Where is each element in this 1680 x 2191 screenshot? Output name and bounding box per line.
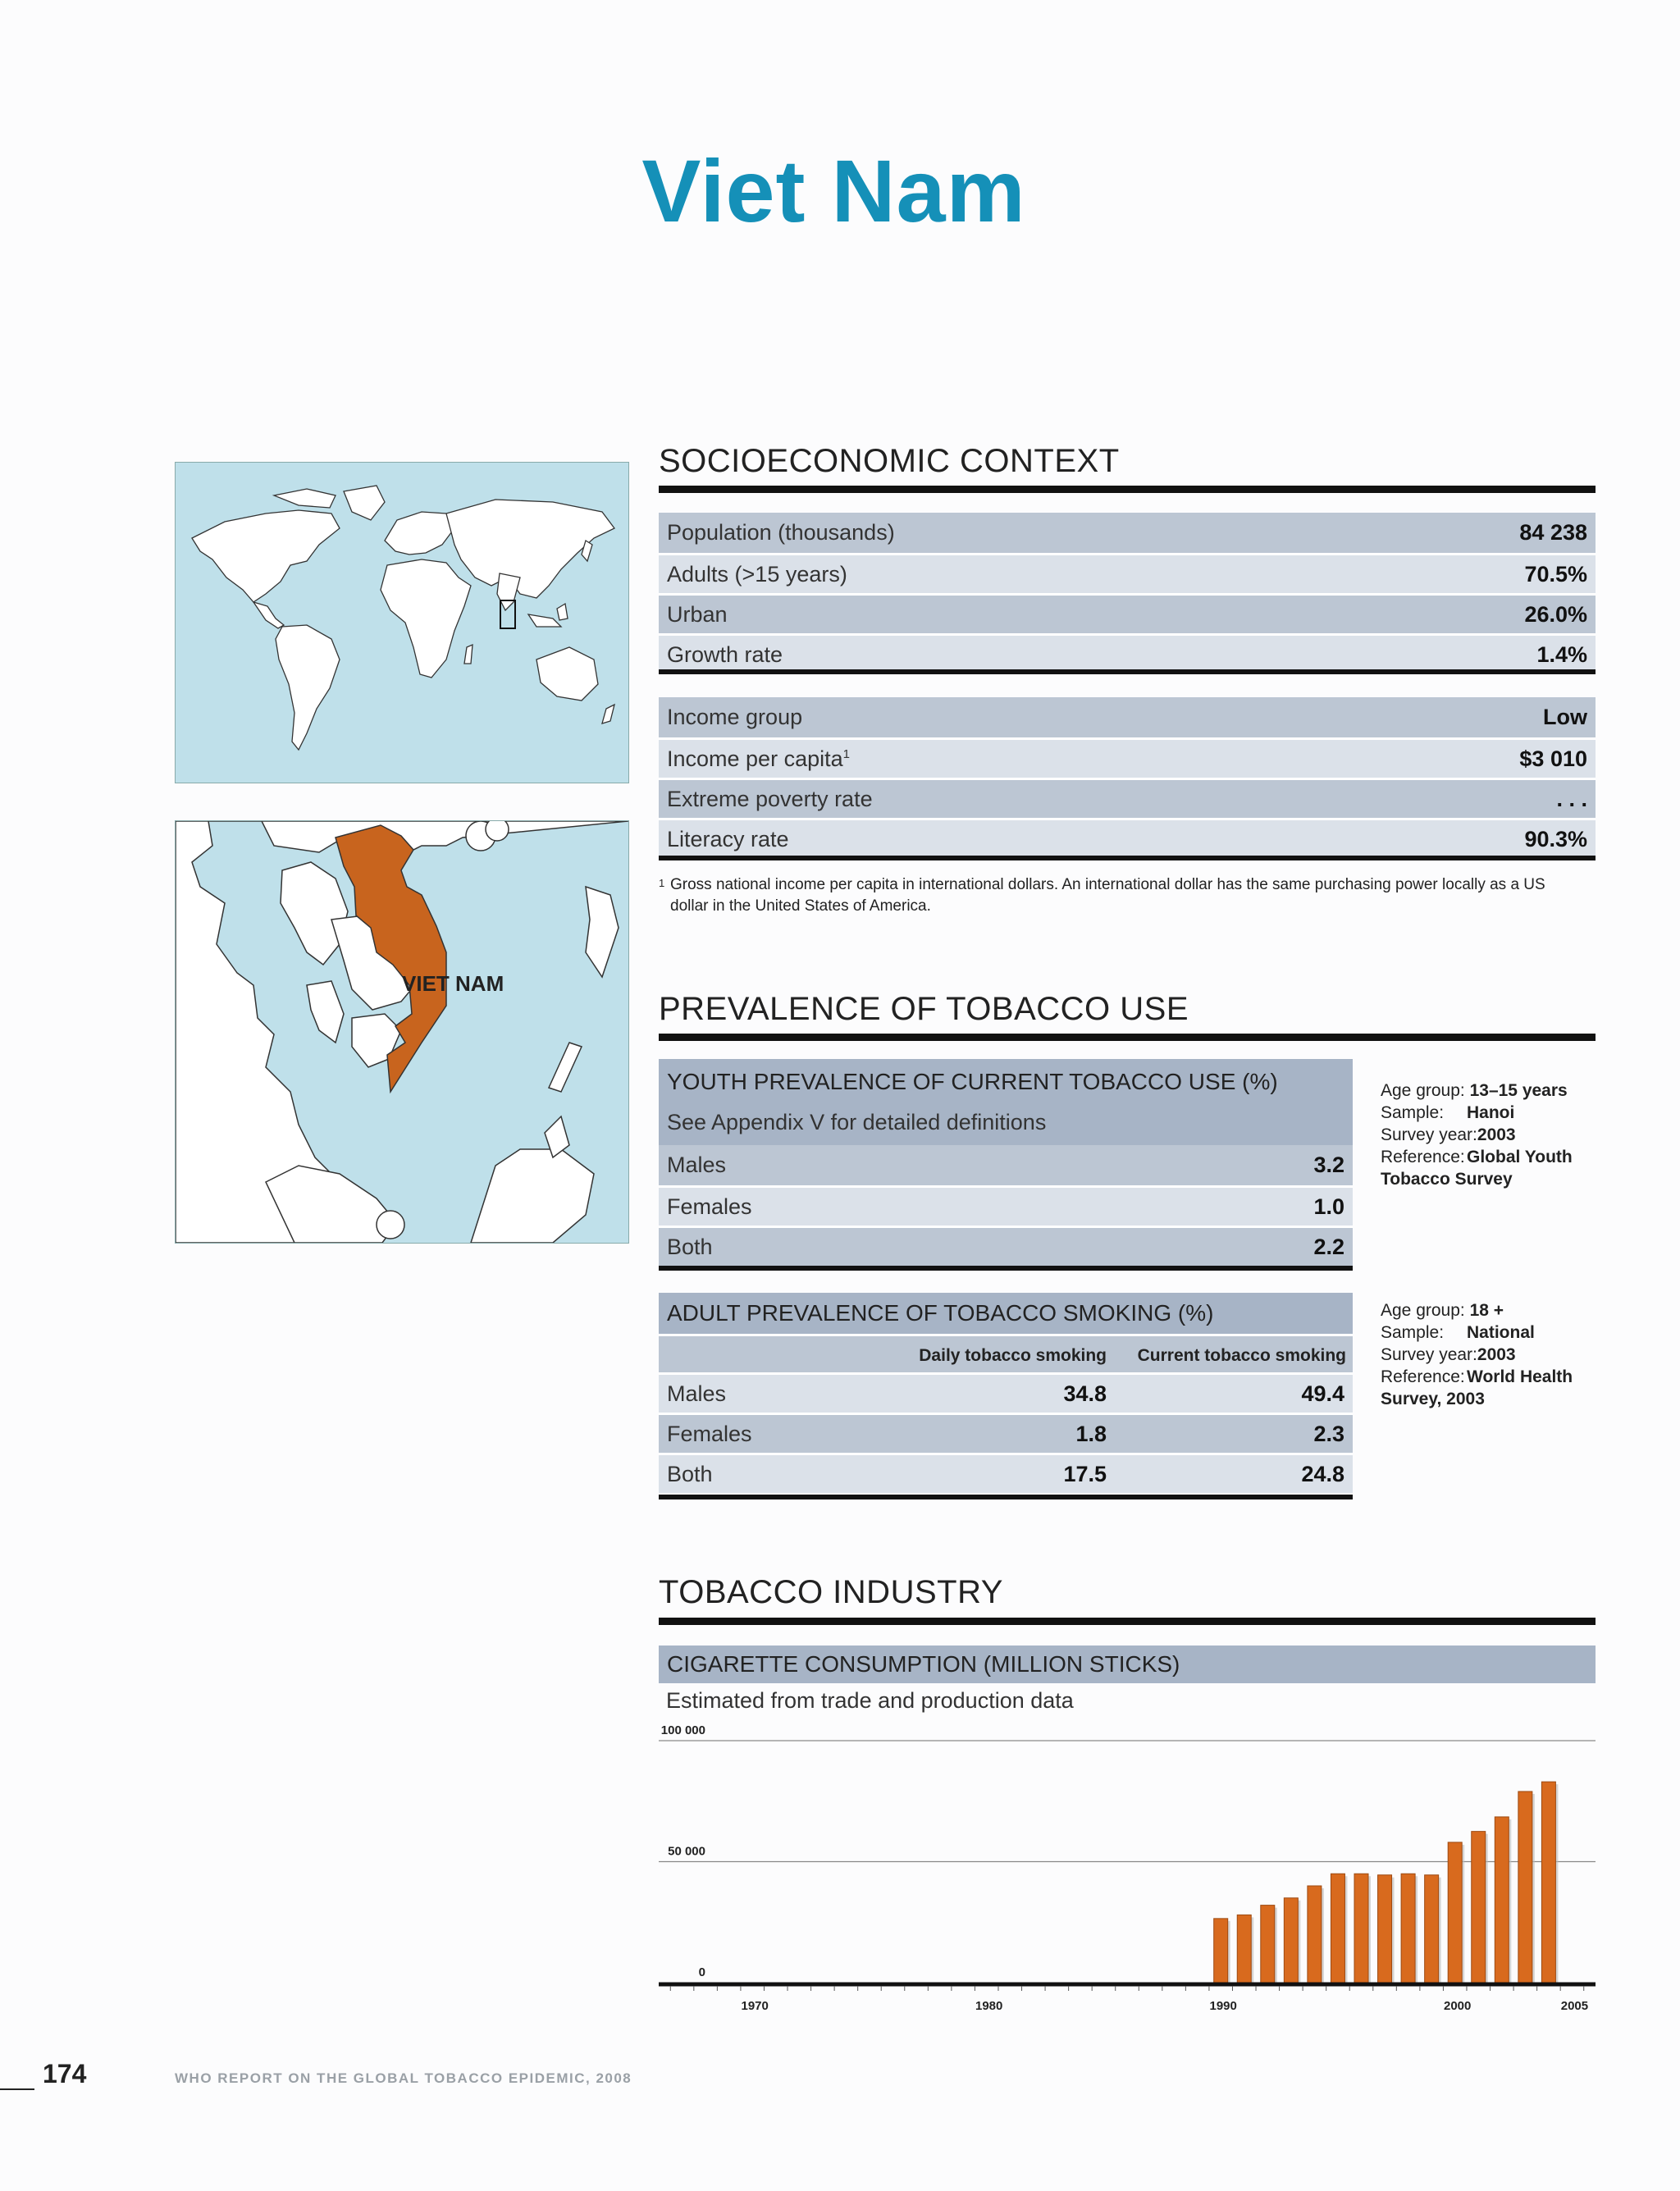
footnote: 1 Gross national income per capita in international dollars. An international dollar has the same purchasing power locally as a US dollar in the United States of America. bbox=[659, 876, 1545, 915]
row-label: Males bbox=[667, 1153, 727, 1177]
bar bbox=[1495, 1817, 1509, 1983]
table-row bbox=[659, 1226, 1353, 1266]
row-value: . . . bbox=[1556, 786, 1587, 811]
socio-heading: SOCIOECONOMIC CONTEXT bbox=[659, 443, 1120, 479]
x-tick-label: 1990 bbox=[1209, 1999, 1237, 2013]
row-label: Urban bbox=[667, 601, 728, 627]
youth-table-header bbox=[659, 1059, 1353, 1145]
row-value: 1.0 bbox=[1313, 1194, 1344, 1219]
table-row bbox=[659, 1372, 1353, 1413]
section-rule bbox=[659, 1618, 1596, 1625]
row-value: 3.2 bbox=[1313, 1153, 1344, 1177]
col-daily: Daily tobacco smoking bbox=[919, 1346, 1107, 1365]
table-row bbox=[659, 633, 1596, 673]
page-title: Viet Nam bbox=[641, 141, 1026, 240]
row-value: 26.0% bbox=[1524, 601, 1587, 627]
bar bbox=[1237, 1915, 1251, 1983]
bar bbox=[1354, 1874, 1368, 1983]
row-value: $3 010 bbox=[1519, 746, 1587, 771]
y-tick-label: 100 000 bbox=[660, 1723, 705, 1737]
adult-col-headers bbox=[659, 1334, 1353, 1375]
chart-title: CIGARETTE CONSUMPTION (MILLION STICKS) bbox=[667, 1651, 1180, 1677]
report-title: WHO REPORT ON THE GLOBAL TOBACCO EPIDEMIC, 2008 bbox=[175, 2070, 632, 2086]
world-map bbox=[175, 462, 629, 783]
daily-value: 34.8 bbox=[1063, 1381, 1107, 1406]
youth-table-title: YOUTH PREVALENCE OF CURRENT TOBACCO USE (%) bbox=[667, 1069, 1278, 1094]
row-label: Both bbox=[667, 1234, 713, 1259]
table-rule bbox=[659, 1495, 1353, 1499]
daily-value: 1.8 bbox=[1075, 1421, 1107, 1446]
x-tick-label: 1970 bbox=[741, 1999, 769, 2013]
youth-table-subtitle: See Appendix V for detailed definitions bbox=[667, 1110, 1047, 1134]
bar bbox=[1448, 1842, 1462, 1983]
adult-table-header bbox=[659, 1293, 1353, 1334]
current-value: 49.4 bbox=[1301, 1381, 1344, 1406]
consumption-chart bbox=[652, 1719, 1600, 2018]
footer-rule bbox=[0, 2088, 34, 2090]
chart-title-bar bbox=[659, 1646, 1596, 1683]
bar bbox=[1378, 1875, 1392, 1983]
row-label: Population (thousands) bbox=[667, 520, 895, 545]
prevalence-heading: PREVALENCE OF TOBACCO USE bbox=[659, 991, 1189, 1027]
bar bbox=[1518, 1792, 1532, 1983]
adult-meta: Age group: 18 + Sample: National Survey year:2003 Reference: World Health Survey, 2003 bbox=[1381, 1301, 1573, 1408]
bar bbox=[1541, 1782, 1555, 1983]
table-row bbox=[659, 1185, 1353, 1226]
current-value: 24.8 bbox=[1301, 1461, 1344, 1486]
bar bbox=[1472, 1832, 1486, 1983]
col-current: Current tobacco smoking bbox=[1137, 1346, 1346, 1365]
regional-map bbox=[175, 820, 629, 1244]
row-label: Literacy rate bbox=[667, 826, 789, 851]
bar bbox=[1214, 1919, 1228, 1983]
table-row bbox=[659, 513, 1596, 553]
current-value: 2.3 bbox=[1313, 1421, 1344, 1446]
row-label: Females bbox=[667, 1421, 752, 1446]
table-row bbox=[659, 1413, 1353, 1453]
row-value: 84 238 bbox=[1519, 520, 1587, 545]
y-tick-label: 50 000 bbox=[668, 1844, 705, 1859]
row-value: 90.3% bbox=[1524, 826, 1587, 851]
youth-meta: Age group: 13–15 years Sample: Hanoi Survey year:2003 Reference: Global Youth Tobacco Survey bbox=[1381, 1081, 1573, 1189]
chart-subtitle: Estimated from trade and production data bbox=[666, 1688, 1074, 1713]
x-tick-label: 2000 bbox=[1444, 1999, 1472, 2013]
table-row bbox=[659, 1145, 1353, 1185]
daily-value: 17.5 bbox=[1063, 1461, 1107, 1486]
row-value: 1.4% bbox=[1536, 641, 1587, 667]
table-row bbox=[659, 778, 1596, 818]
bar bbox=[1308, 1886, 1322, 1983]
row-label: Income per capita$^1$ bbox=[667, 746, 850, 771]
bar bbox=[1284, 1898, 1298, 1983]
row-label: Income group bbox=[667, 705, 803, 729]
table-row bbox=[659, 553, 1596, 593]
bar bbox=[1261, 1906, 1275, 1983]
bar bbox=[1331, 1874, 1344, 1983]
section-rule bbox=[659, 669, 1596, 674]
section-rule bbox=[659, 486, 1596, 493]
page-number: 174 bbox=[43, 2059, 87, 2088]
table-row bbox=[659, 818, 1596, 858]
map-label: VIET NAM bbox=[402, 971, 504, 996]
table-row bbox=[659, 1453, 1353, 1493]
row-label: Growth rate bbox=[667, 641, 783, 667]
table-row bbox=[659, 697, 1596, 737]
row-label: Extreme poverty rate bbox=[667, 786, 873, 811]
section-rule bbox=[659, 856, 1596, 860]
row-label: Females bbox=[667, 1194, 752, 1219]
x-tick-label: 2005 bbox=[1560, 1999, 1589, 2013]
section-rule bbox=[659, 1034, 1596, 1041]
table-rule bbox=[659, 1266, 1353, 1271]
row-label: Adults (>15 years) bbox=[667, 561, 847, 587]
y-tick-label: 0 bbox=[698, 1965, 705, 1979]
row-value: 70.5% bbox=[1524, 561, 1587, 587]
table-row bbox=[659, 593, 1596, 633]
bar bbox=[1401, 1874, 1415, 1983]
bar bbox=[1425, 1875, 1439, 1983]
row-label: Males bbox=[667, 1381, 727, 1406]
row-value: 2.2 bbox=[1313, 1234, 1344, 1259]
adult-table-title: ADULT PREVALENCE OF TOBACCO SMOKING (%) bbox=[667, 1300, 1214, 1326]
table-row bbox=[659, 737, 1596, 778]
row-label: Both bbox=[667, 1461, 713, 1486]
row-value: Low bbox=[1543, 705, 1587, 729]
x-tick-label: 1980 bbox=[975, 1999, 1003, 2013]
industry-heading: TOBACCO INDUSTRY bbox=[659, 1574, 1003, 1610]
